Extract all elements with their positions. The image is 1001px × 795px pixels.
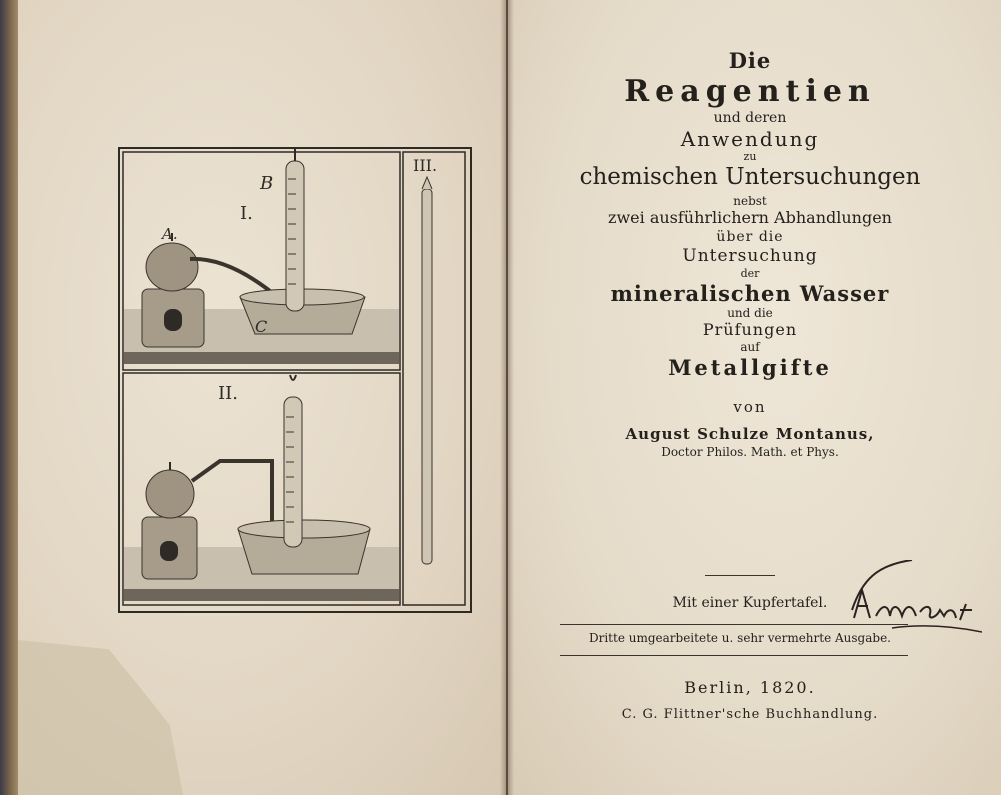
retort-1	[146, 243, 198, 291]
title-die: Die	[728, 48, 772, 73]
publisher: C. G. Flittner'sche Buchhandlung.	[621, 707, 879, 722]
title-chemischen: chemischen Untersuchungen	[579, 164, 921, 190]
title-anwendung: Anwendung	[680, 127, 820, 151]
title-der: der	[740, 267, 760, 280]
author-name: August Schulze Montanus,	[625, 425, 875, 443]
plate-illustration	[120, 149, 470, 611]
title-zu: zu	[743, 150, 757, 163]
rule-bottom	[560, 655, 908, 656]
title-metallgifte: Metallgifte	[668, 355, 832, 380]
author-degree: Doctor Philos. Math. et Phys.	[661, 445, 839, 459]
table-2-edge	[124, 589, 399, 601]
graduated-tube-2	[284, 397, 302, 547]
flask-2	[146, 470, 194, 518]
panel-3-frame	[403, 152, 465, 605]
title-abhandlungen: zwei ausführlichern Abhandlungen	[608, 208, 892, 227]
page-gutter	[500, 0, 514, 795]
plate-note: Mit einer Kupfertafel.	[672, 595, 828, 611]
engraved-plate	[118, 147, 472, 613]
edition-note: Dritte umgearbeitete u. sehr vermehrte Ausgabe.	[588, 631, 891, 645]
place-year: Berlin, 1820.	[684, 678, 816, 697]
title-block	[540, 50, 960, 458]
table-1-edge	[124, 352, 399, 364]
label-c: C	[255, 317, 268, 336]
title-und-deren: und deren	[713, 110, 787, 126]
graduated-tube-1	[286, 161, 304, 311]
label-b: B	[260, 173, 274, 194]
title-pruefungen: Prüfungen	[702, 320, 798, 339]
imprint-block	[540, 680, 960, 721]
title-von: von	[733, 398, 767, 416]
handwritten-signature	[832, 560, 982, 640]
furnace-1-door	[164, 309, 182, 331]
tall-tube-3	[422, 189, 432, 564]
title-nebst: nebst	[733, 194, 767, 208]
rule-short	[705, 575, 775, 576]
title-mineralischen: mineralischen Wasser	[610, 281, 890, 306]
title-und-die: und die	[727, 306, 773, 320]
title-untersuchung: Untersuchung	[682, 246, 818, 266]
label-fig-2: II.	[218, 383, 238, 404]
title-ueber-die: über die	[716, 229, 784, 245]
label-fig-1: I.	[240, 203, 253, 224]
label-a: A.	[162, 225, 178, 243]
label-fig-3: III.	[413, 156, 438, 175]
title-reagentien: Reagentien	[624, 74, 876, 109]
title-auf: auf	[740, 340, 760, 354]
